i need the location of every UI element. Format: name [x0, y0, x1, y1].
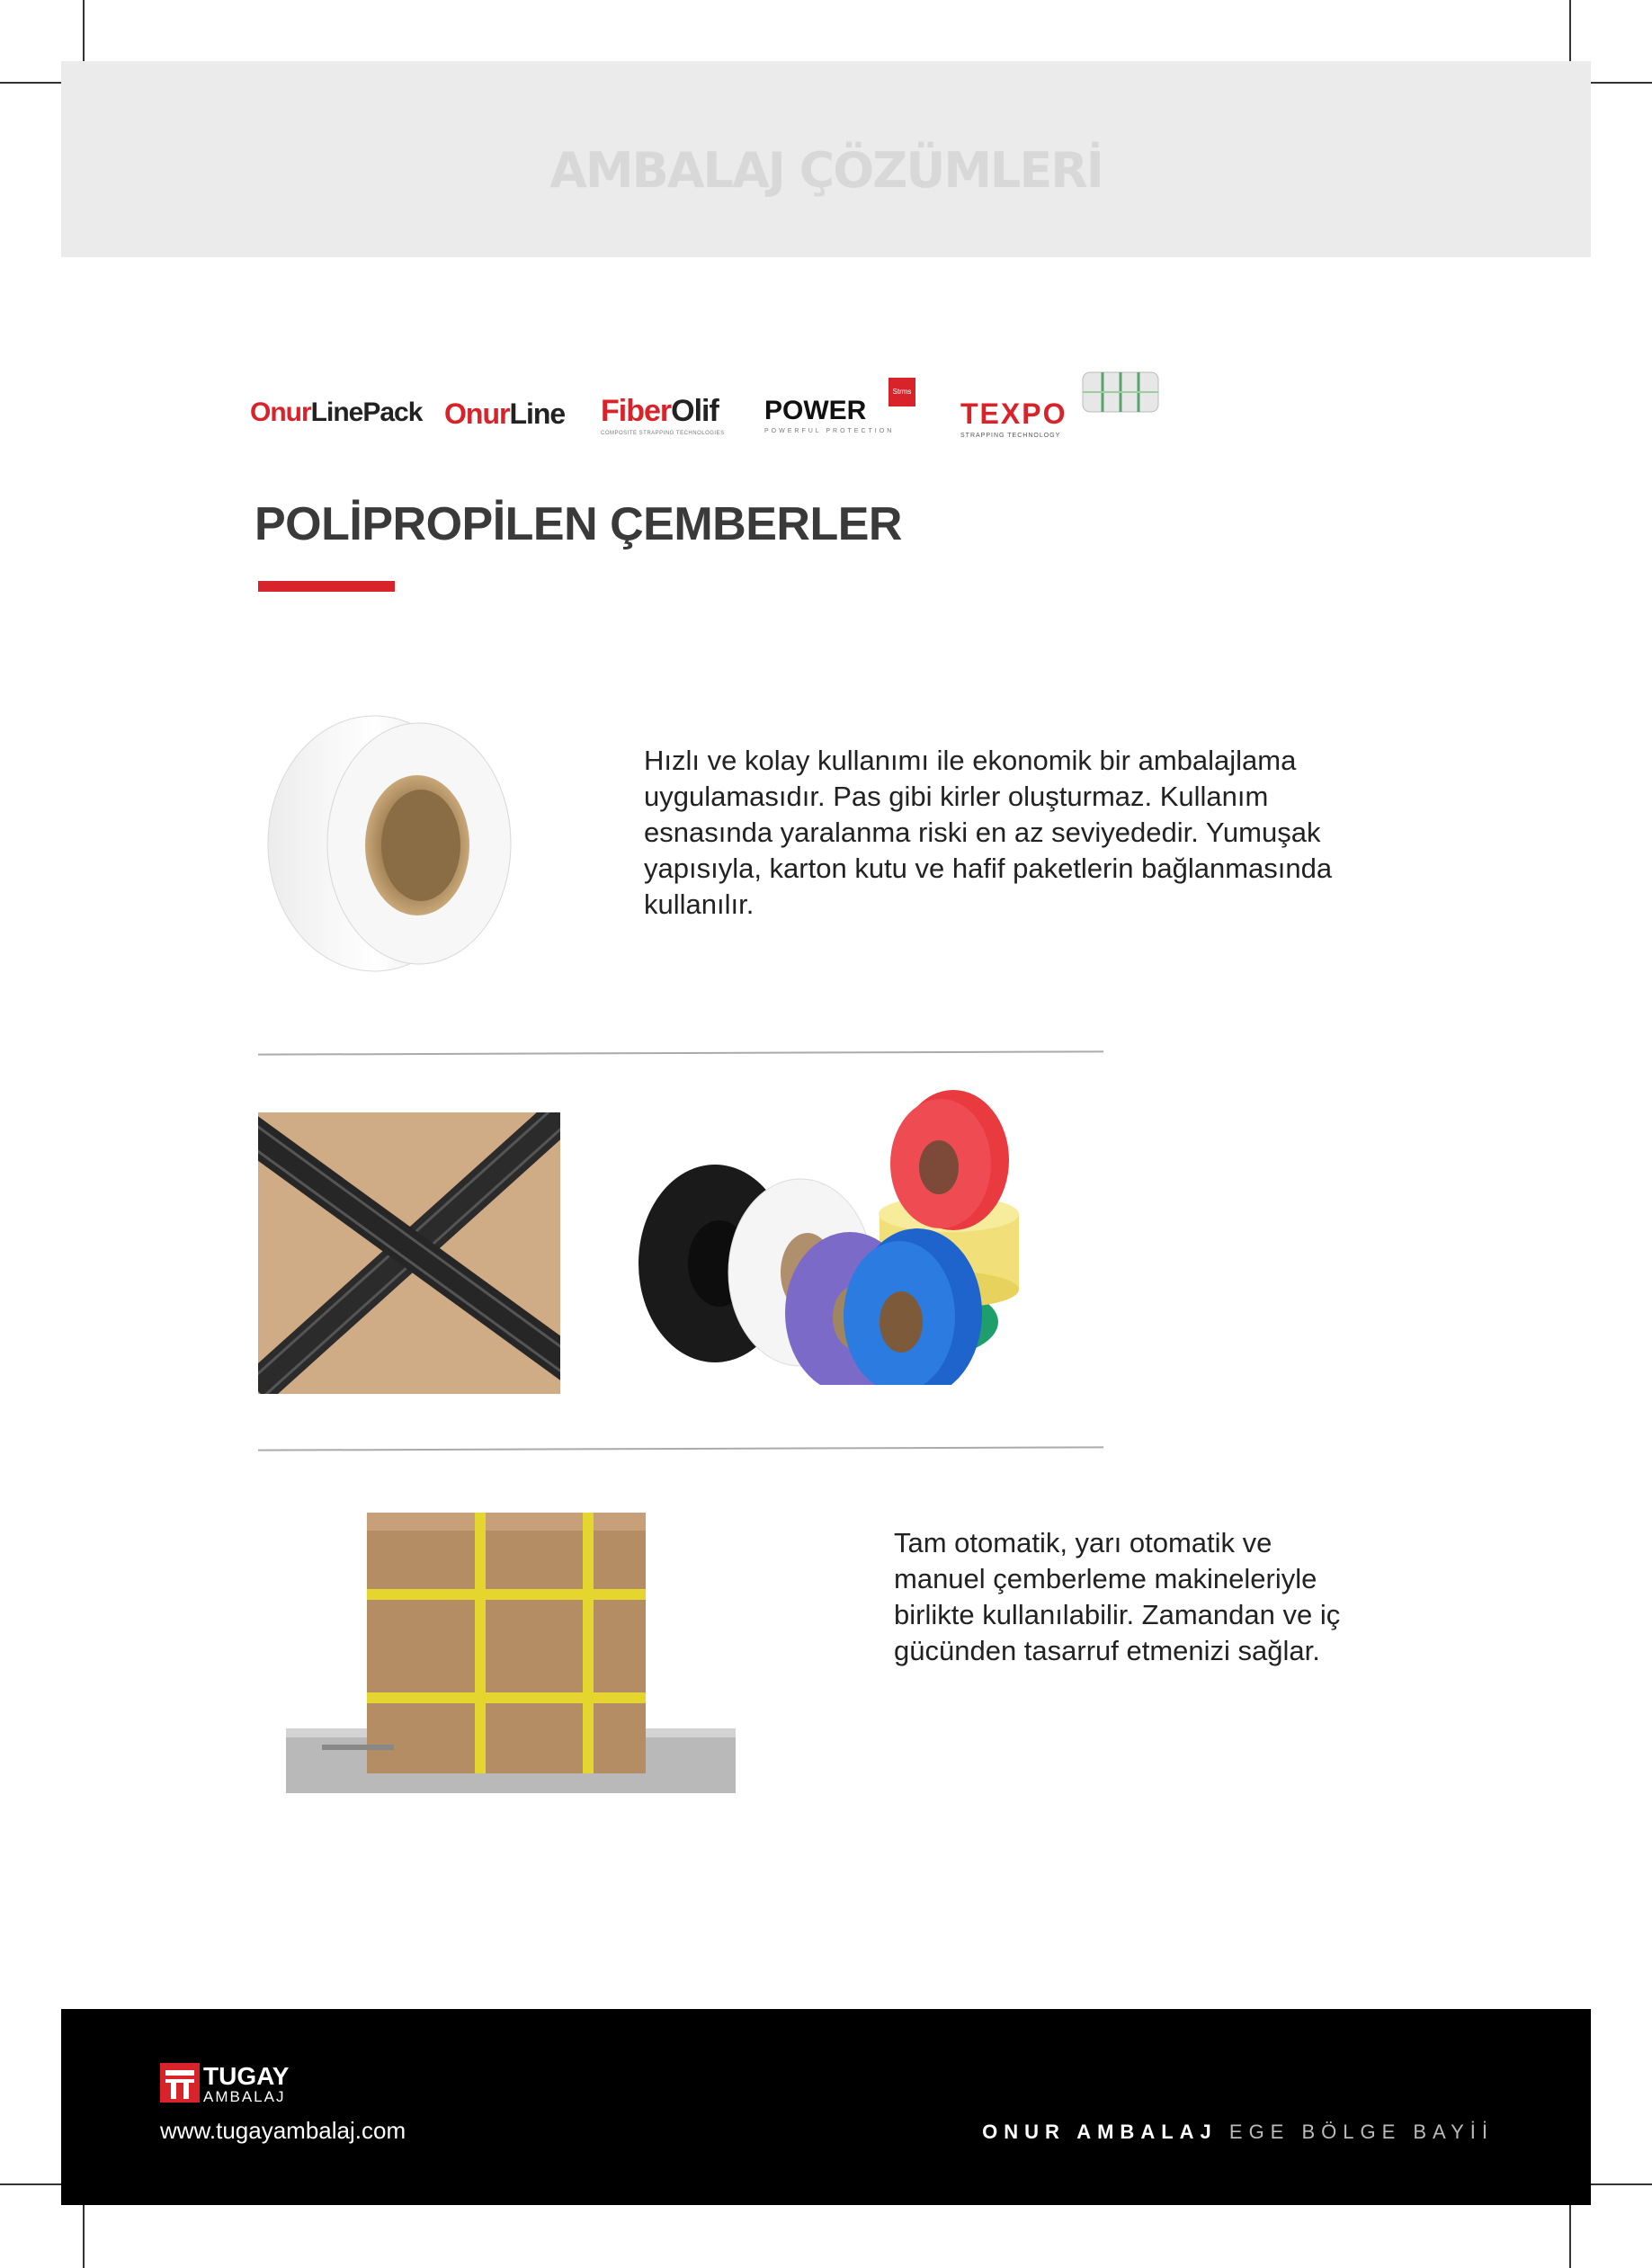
footer-website-link[interactable]: www.tugayambalaj.com — [160, 2117, 406, 2144]
footer-dealer-text — [982, 2121, 1494, 2144]
footer-logo-sub: AMBALAJ — [203, 2088, 286, 2105]
crop-mark — [1587, 2183, 1652, 2185]
texpo-bale-icon — [1076, 360, 1165, 423]
crop-mark — [1569, 2203, 1571, 2268]
crop-mark — [0, 82, 65, 84]
brand-texpo-logo: TEXPO STRAPPING TECHNOLOGY — [960, 397, 1067, 439]
section-divider — [258, 1050, 1103, 1055]
strapped-box-image — [286, 1513, 736, 1793]
crossed-strap-image — [258, 1112, 560, 1394]
header-title: AMBALAJ ÇÖZÜMLERİ — [549, 142, 1103, 199]
title-underline — [258, 581, 395, 592]
crop-mark — [83, 0, 85, 65]
brand-power-logo: POWER Strms POWERFUL PROTECTION — [764, 396, 894, 434]
brand-fiberolif-logo: FiberOlif COMPOSITE STRAPPING TECHNOLOGIES — [601, 394, 725, 436]
brand-onurlinepack-logo: OnurLinePack — [250, 397, 423, 427]
footer-logo-name: TUGAY — [203, 2062, 290, 2090]
description-paragraph-1: Hızlı ve kolay kullanımı ile ekonomik bir ambalajlama uygulamasıdır. Pas gibi kirler oluşturmaz. Kullanım esnasında yaralanma riski en az seviyededir. Yumuşak yapısıyla, karton kutu ve hafif paketlerin bağlanmasında kullanılır. — [644, 745, 1333, 920]
crop-mark — [0, 2183, 65, 2185]
header-band — [61, 61, 1591, 257]
description-paragraph-2: Tam otomatik, yarı otomatik ve manuel çemberleme makineleriyle birlikte kullanılabilir. Zamandan ve iç gücünden tasarruf etmenizi sağlar. — [894, 1527, 1341, 1666]
footer — [61, 2009, 1591, 2205]
brand-onurline-logo: OnurLine — [444, 397, 566, 430]
brand-power-badge: Strms — [889, 378, 915, 406]
tugay-logo-icon — [160, 2063, 200, 2103]
colored-strap-coils-image — [630, 1088, 1025, 1385]
white-strap-coil-image — [266, 709, 518, 974]
crop-mark — [1569, 0, 1571, 65]
footer-dealer-name: ONUR AMBALAJ — [982, 2121, 1218, 2143]
footer-dealer-region: EGE BÖLGE BAYİİ — [1228, 2121, 1494, 2143]
crop-mark — [1587, 82, 1652, 84]
section-divider — [258, 1446, 1103, 1451]
crop-mark — [83, 2203, 85, 2268]
page-title: POLİPROPİLEN ÇEMBERLER — [254, 498, 902, 550]
